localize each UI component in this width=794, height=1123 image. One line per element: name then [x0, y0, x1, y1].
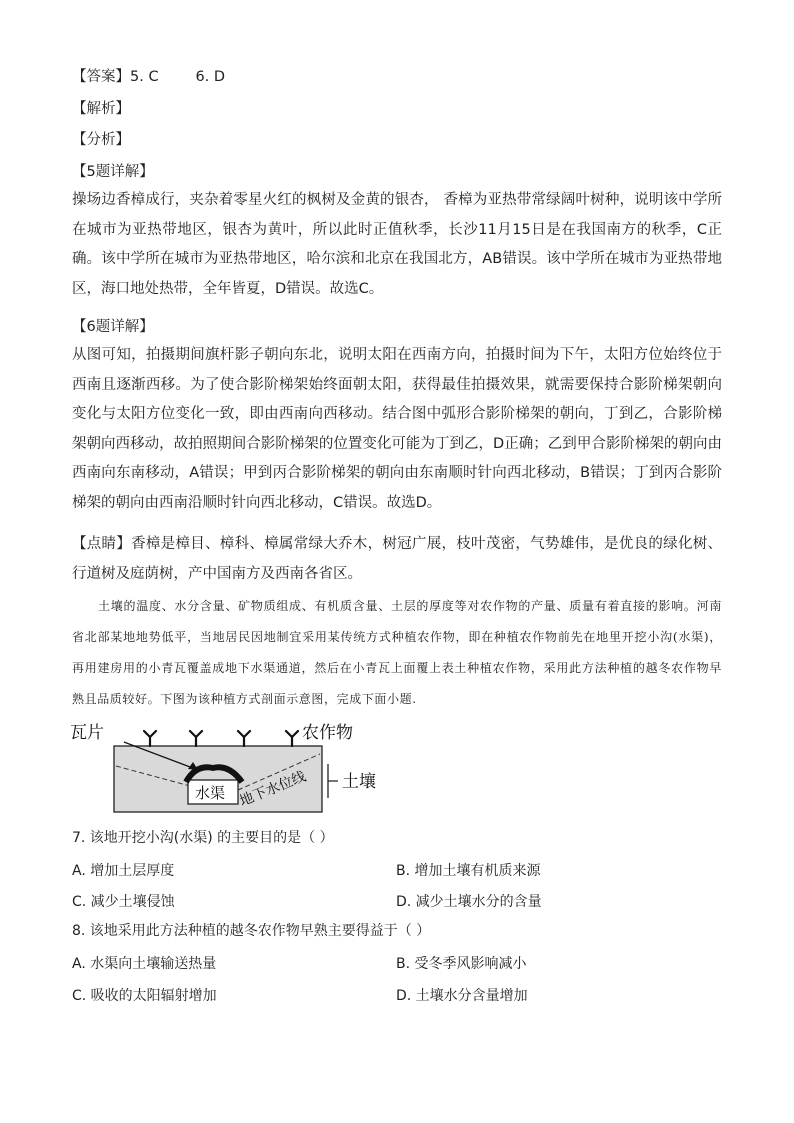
soil-label: 土壤 [342, 772, 376, 792]
planting-profile-diagram [66, 718, 406, 818]
water-table-label: 地下水位线 [237, 768, 309, 810]
q7-option-a: A. 增加土层厚度 [72, 863, 175, 879]
tile-label: 瓦片 [70, 723, 104, 743]
q8-option-a: A. 水渠向土壤输送热量 [72, 956, 217, 972]
q7-option-d: D. 减少土壤水分的含量 [396, 894, 542, 910]
q8-option-d: D. 土壤水分含量增加 [396, 988, 528, 1004]
answer-text: 5. C 6. D [130, 69, 226, 85]
crop-icon [286, 731, 298, 746]
analysis-heading: 【解析】 [72, 101, 130, 117]
crop-icon [190, 731, 202, 746]
q5-explanation: 操场边香樟成行，夹杂着零星火红的枫树及金黄的银杏， 香樟为亚热带常绿阔叶树种，说明该中学所在城市为亚热带地区，银杏为黄叶，所以此时正值秋季，长沙11月15日是在我国南方的秋季，C正确。该中学所在城市为亚热带地区，哈尔滨和北京在我国北方，AB错误。该中学所在城市为亚热带地区，海口地处热带，全年皆夏，D错误。故选C。 [72, 192, 722, 297]
crop-icon [144, 731, 156, 746]
q7-option-c: C. 减少土壤侵蚀 [72, 894, 175, 910]
crop-icons [144, 731, 298, 746]
q8-stem: 8. 该地采用此方法种植的越冬农作物早熟主要得益于（ ） [72, 923, 431, 939]
tip-paragraph [72, 530, 722, 589]
q7-option-b: B. 增加土壤有机质来源 [396, 863, 541, 879]
crop-icon [238, 731, 250, 746]
soil-bracket [328, 764, 338, 798]
tip-label: 【点睛】 [72, 536, 132, 552]
q7-stem: 7. 该地开挖小沟(水渠) 的主要目的是（ ） [72, 830, 334, 846]
diagram-svg [66, 718, 406, 818]
q8-option-c: C. 吸收的太阳辐射增加 [72, 988, 217, 1004]
q6-heading: 【6题详解】 [72, 319, 154, 335]
tip-text: 香樟是樟目、樟科、樟属常绿大乔木，树冠广展，枝叶茂密，气势雄伟，是优良的绿化树、行道树及庭荫树，产中国南方及西南各省区。 [72, 536, 723, 582]
crop-label: 农作物 [302, 723, 353, 743]
q8-option-b: B. 受冬季风影响减小 [396, 956, 527, 972]
material-paragraph: 土壤的温度、水分含量、矿物质组成、有机质含量、土层的厚度等对农作物的产量、质量有着直接的影响。河南省北部某地地势低平，当地居民因地制宜采用某传统方式种植农作物，即在种植农作物前先在地里开挖小沟(水渠)，再用建房用的小青瓦覆盖成地下水渠通道，然后在小青瓦上面覆上表土种植农作物，采用此方法种植的越冬农作物早熟且品质较好。下图为该种植方式剖面示意图，完成下面小题. [72, 599, 722, 706]
channel-label: 水渠 [195, 784, 226, 802]
q5-heading: 【5题详解】 [72, 164, 154, 180]
q6-explanation: 从图可知，拍摄期间旗杆影子朝向东北，说明太阳在西南方向，拍摄时间为下午，太阳方位始终位于西南且逐渐西移。为了使合影阶梯架始终面朝太阳，获得最佳拍摄效果，就需要保持合影阶梯架朝向变化与太阳方位变化一致，即由西南向西移动。结合图中弧形合影阶梯架的朝向，丁到乙，合影阶梯架朝向西移动，故拍照期间合影阶梯架的位置变化可能为丁到乙，D正确；乙到甲合影阶梯架的朝向由西南向东南移动，A错误；甲到丙合影阶梯架的朝向由东南顺时针向西北移动，B错误；丁到丙合影阶梯架的朝向由西南沿顺时针向西北移动，C错误。故选D。 [72, 347, 722, 511]
analysis-subheading: 【分析】 [72, 132, 130, 148]
answer-line [72, 68, 225, 86]
answer-label: 【答案】 [72, 69, 130, 85]
